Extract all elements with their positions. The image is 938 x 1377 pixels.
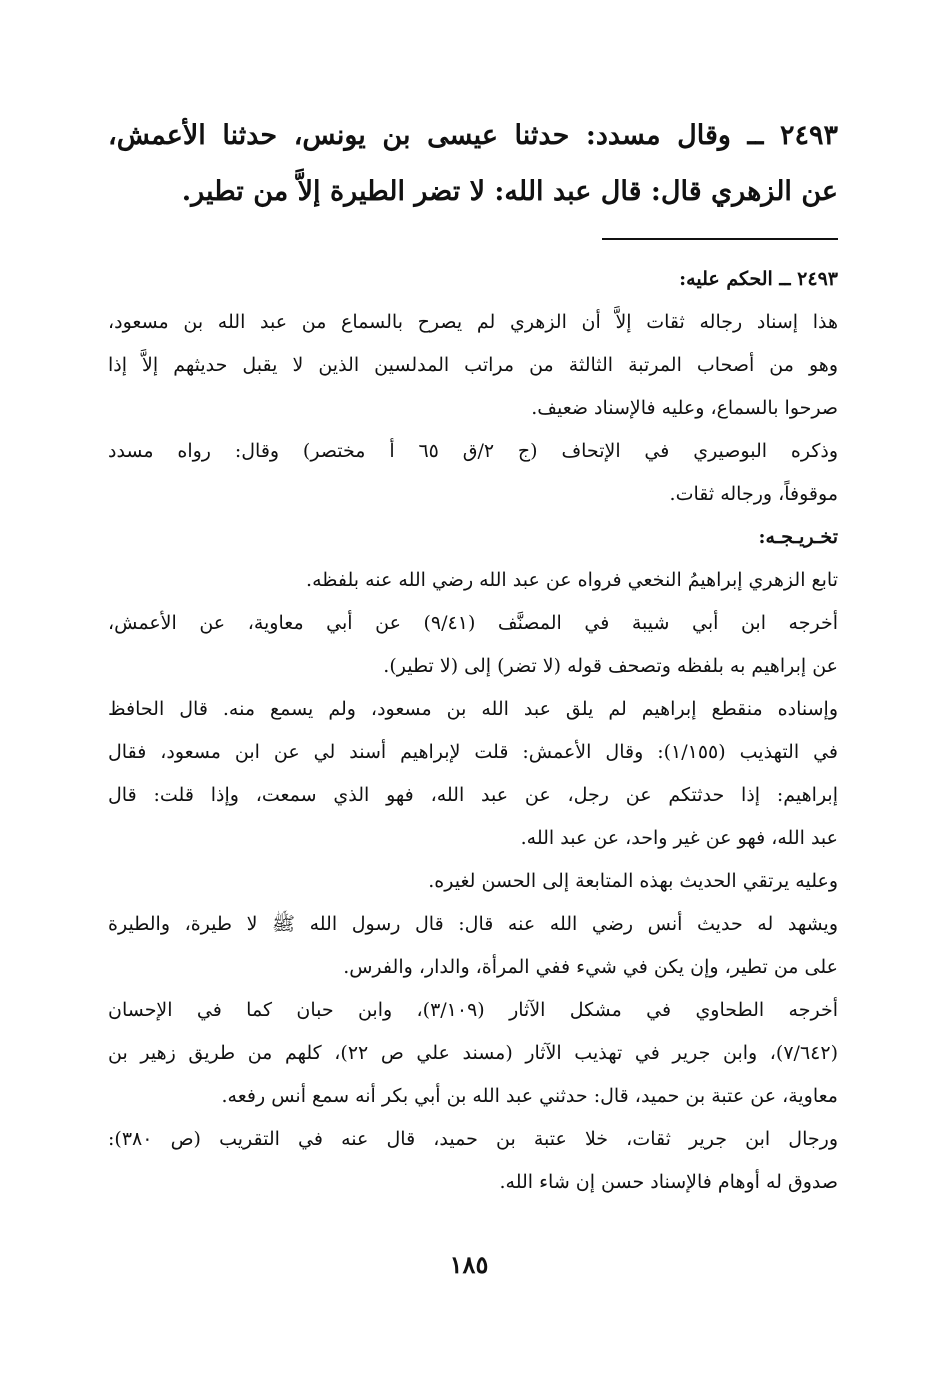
paragraph-line: هذا إسناد رجاله ثقات إلاَّ أن الزهري لم يصرح بالسماع من عبد الله بن مسعود، xyxy=(108,311,838,333)
rijal-paragraph xyxy=(108,1118,838,1204)
paragraph-line: ورجال ابن جرير ثقات، خلا عتبة بن حميد، قال عنه في التقريب (ص ٣٨٠): xyxy=(108,1128,838,1150)
footnote-separator xyxy=(602,238,838,240)
busiri-paragraph xyxy=(108,430,838,516)
paragraph-line: وذكره البوصيري في الإتحاف (ج ٢/ق ٦٥ أ مختصر) وقال: رواه مسدد xyxy=(108,440,838,462)
paragraph-line: صرحوا بالسماع، وعليه فالإسناد ضعيف. xyxy=(531,397,838,419)
paragraph-line: موقوفاً، ورجاله ثقات. xyxy=(669,483,838,505)
isnad-paragraph xyxy=(108,688,838,860)
paragraph-line: عن إبراهيم به بلفظه وتصحف قوله (لا تضر) إلى (لا تطير). xyxy=(383,655,838,677)
hadith-text xyxy=(108,108,838,220)
paragraph-line: وهو من أصحاب المرتبة الثالثة من مراتب المدلسين الذين لا يقبل حديثهم إلاَّ إذا xyxy=(108,354,838,376)
hadith-line: عن الزهري قال: قال عبد الله: لا تضر الطيرة إلاَّ من تطير. xyxy=(181,176,838,207)
paragraph-line: صدوق له أوهام فالإسناد حسن إن شاء الله. xyxy=(499,1171,838,1193)
shahid-paragraph xyxy=(108,903,838,989)
paragraph-line: تابع الزهري إبراهيمُ النخعي فرواه عن عبد الله رضي الله عنه بلفظه. xyxy=(306,569,838,591)
takhrij-heading: تخـريـجـه: xyxy=(758,526,838,548)
hadith-line: ٢٤٩٣ ــ وقال مسدد: حدثنا عيسى بن يونس، حدثنا الأعمش، xyxy=(108,120,838,151)
ruling-paragraph xyxy=(108,301,838,430)
paragraph-line: في التهذيب (١/١٥٥): وقال الأعمش: قلت لإبراهيم أسند لي عن ابن مسعود، فقال xyxy=(108,741,838,763)
paragraph-line: أخرجه ابن أبي شيبة في المصنَّف (٩/٤١) عن أبي معاوية، عن الأعمش، xyxy=(108,612,838,634)
paragraph-line: ويشهد له حديث أنس رضي الله عنه قال: قال رسول الله ﷺ لا طيرة، والطيرة xyxy=(108,913,838,935)
tabi-paragraph xyxy=(108,559,838,602)
ibn-abi-shayba-paragraph xyxy=(108,602,838,688)
paragraph-line: إبراهيم: إذا حدثتكم عن رجل، عن عبد الله، فهو الذي سمعت، وإذا قلت: قال xyxy=(108,784,838,806)
tahawi-paragraph xyxy=(108,989,838,1118)
commentary xyxy=(108,258,838,1204)
paragraph-line: عبد الله، فهو عن غير واحد، عن عبد الله. xyxy=(520,827,838,849)
page-number: ١٨٥ xyxy=(449,1250,489,1279)
paragraph-line: وإسناده منقطع إبراهيم لم يلق عبد الله بن مسعود، ولم يسمع منه. قال الحافظ xyxy=(108,698,838,720)
paragraph-line: على من تطير، وإن يكن في شيء ففي المرأة، والدار، والفرس. xyxy=(343,956,838,978)
paragraph-line: وعليه يرتقي الحديث بهذه المتابعة إلى الحسن لغيره. xyxy=(428,870,838,892)
ruling-heading: ٢٤٩٣ ــ الحكم عليه: xyxy=(679,268,838,290)
paragraph-line: أخرجه الطحاوي في مشكل الآثار (٣/١٠٩)، وابن حبان كما في الإحسان xyxy=(108,999,838,1021)
paragraph-line: معاوية، عن عتبة بن حميد، قال: حدثني عبد الله بن أبي بكر أنه سمع أنس رفعه. xyxy=(221,1085,838,1107)
paragraph-line: (٧/٦٤٢)، وابن جرير في تهذيب الآثار (مسند علي ص ٢٢)، كلهم من طريق زهير بن xyxy=(108,1042,838,1064)
hasan-paragraph xyxy=(108,860,838,903)
